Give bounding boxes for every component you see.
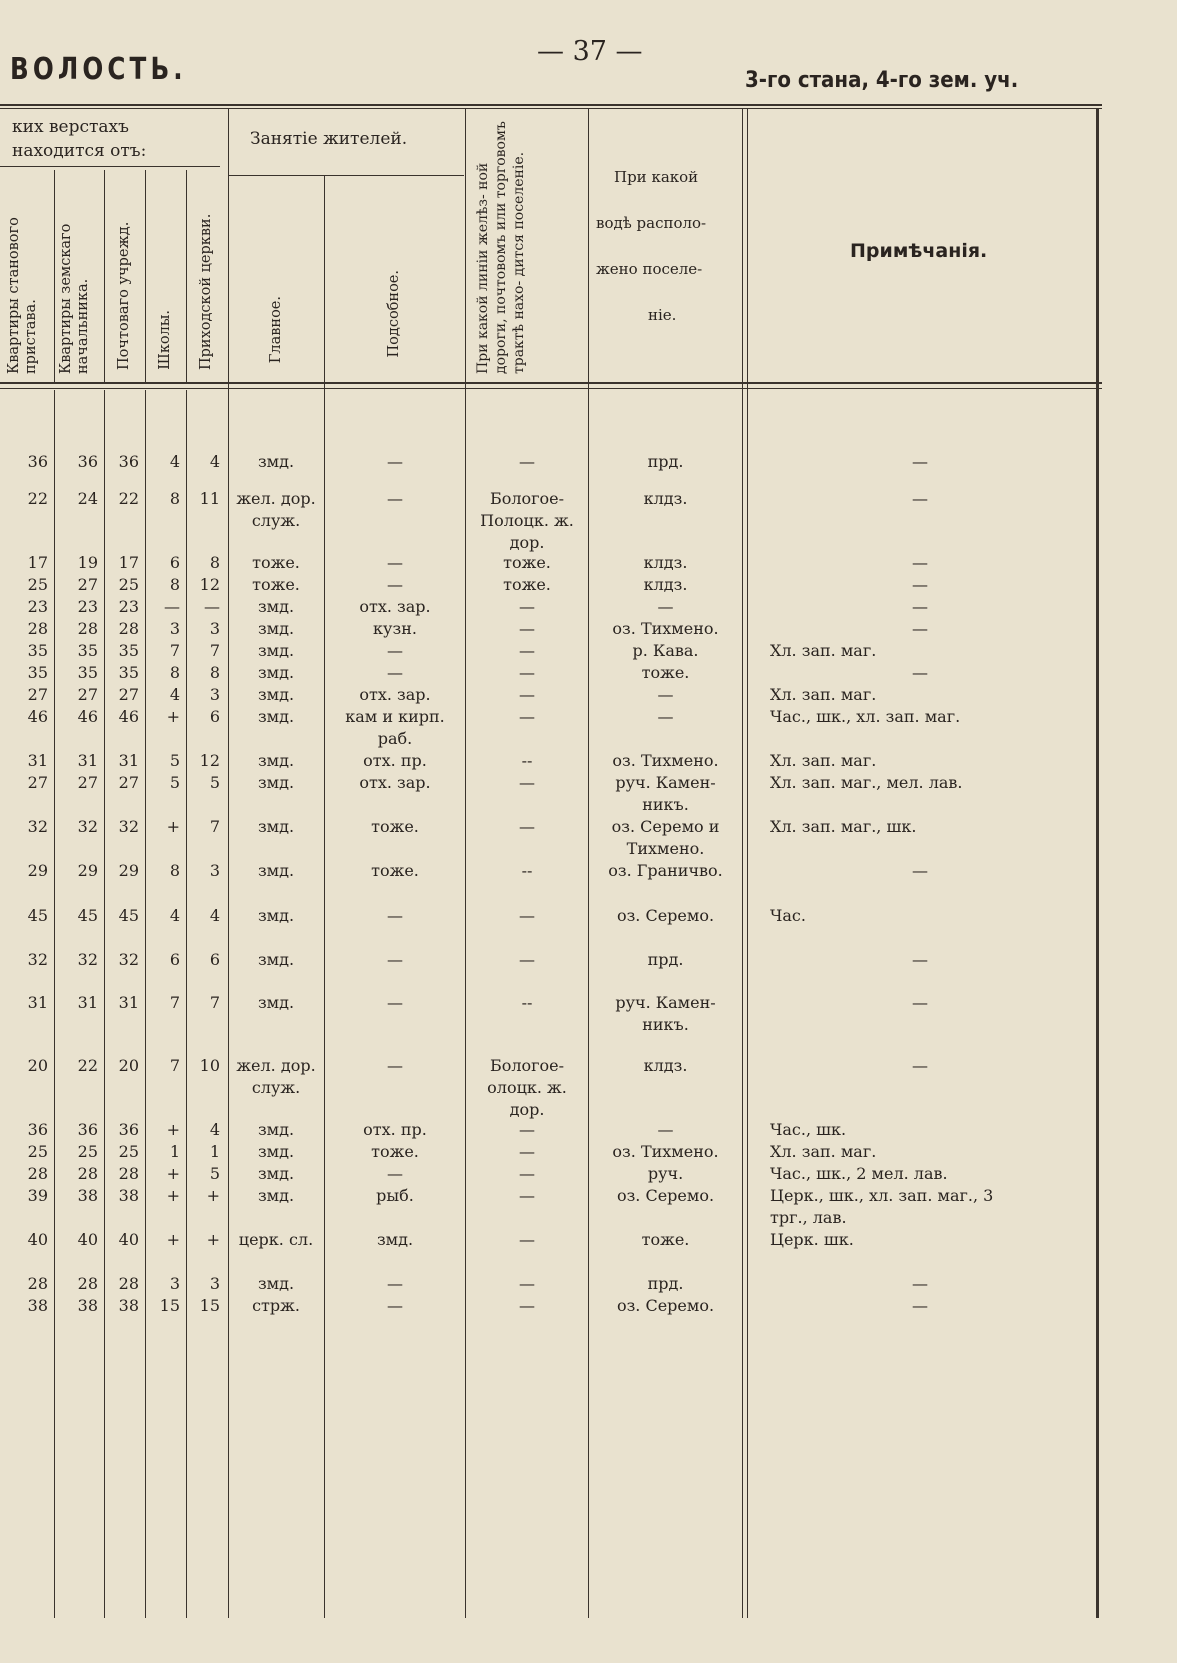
cell-water: клдз. <box>643 489 688 508</box>
cell-road: — <box>519 906 535 925</box>
cell-school: 4 <box>169 906 180 925</box>
cell-church: — <box>204 597 220 616</box>
cell-police: 28 <box>27 619 48 638</box>
cell-main-occupation: змд. <box>257 1142 295 1161</box>
water-header-line3: жено поселе- <box>596 260 703 278</box>
cell-road: — <box>519 452 535 471</box>
cell-water: клдз. <box>643 575 688 594</box>
cell-road: Полоцк. ж. <box>480 511 574 530</box>
cell-post: 38 <box>118 1296 139 1315</box>
cell-school: + <box>166 817 180 836</box>
cell-zemsky: 27 <box>77 685 98 704</box>
cell-road: — <box>519 597 535 616</box>
cell-road: — <box>519 1142 535 1161</box>
cell-water: клдз. <box>643 1056 688 1075</box>
cell-aux-occupation: отх. зар. <box>359 685 431 704</box>
cell-main-occupation: змд. <box>257 861 295 880</box>
cell-school: 5 <box>169 773 180 792</box>
cell-road: дор. <box>509 1100 545 1119</box>
cell-police: 25 <box>27 1142 48 1161</box>
cell-zemsky: 27 <box>77 773 98 792</box>
cell-school: 7 <box>169 641 180 660</box>
cell-aux-occupation: — <box>387 1164 403 1183</box>
col-header-zemsky: Квартиры земскаго начальника. <box>58 223 91 374</box>
cell-road: — <box>519 1120 535 1139</box>
cell-police: 31 <box>27 751 48 770</box>
cell-zemsky: 38 <box>77 1186 98 1205</box>
cell-main-occupation: змд. <box>257 597 295 616</box>
cell-school: + <box>166 1230 180 1249</box>
cell-school: + <box>166 1120 180 1139</box>
cell-zemsky: 28 <box>77 1274 98 1293</box>
cell-road: дор. <box>509 533 545 552</box>
cell-police: 32 <box>27 950 48 969</box>
cell-road: — <box>519 950 535 969</box>
cell-police: 36 <box>27 452 48 471</box>
page-number: — 37 — <box>537 36 643 67</box>
cell-main-occupation: змд. <box>257 773 295 792</box>
col-header-post: Почтоваго учрежд. <box>116 221 132 370</box>
cell-police: 40 <box>27 1230 48 1249</box>
cell-main-occupation: змд. <box>257 619 295 638</box>
cell-post: 22 <box>118 489 139 508</box>
cell-post: 32 <box>118 817 139 836</box>
cell-water: оз. Серемо. <box>616 1186 715 1205</box>
cell-water: оз. Серемо. <box>616 1296 715 1315</box>
cell-water: прд. <box>647 1274 684 1293</box>
cell-road: — <box>519 1296 535 1315</box>
cell-main-occupation: тоже. <box>252 575 300 594</box>
cell-aux-occupation: — <box>387 452 403 471</box>
cell-notes: Хл. зап. маг. <box>770 685 877 704</box>
cell-school: 7 <box>169 993 180 1012</box>
cell-church: 6 <box>209 707 220 726</box>
cell-school: 3 <box>169 1274 180 1293</box>
cell-zemsky: 28 <box>77 1164 98 1183</box>
cell-main-occupation: змд. <box>257 1120 295 1139</box>
cell-police: 27 <box>27 685 48 704</box>
cell-road: — <box>519 641 535 660</box>
cell-police: 17 <box>27 553 48 572</box>
cell-water: оз. Серемо. <box>616 906 715 925</box>
cell-notes: Хл. зап. маг. <box>770 641 877 660</box>
cell-post: 28 <box>118 1274 139 1293</box>
cell-police: 39 <box>27 1186 48 1205</box>
cell-post: 40 <box>118 1230 139 1249</box>
cell-church: + <box>206 1186 220 1205</box>
cell-church: + <box>206 1230 220 1249</box>
cell-aux-occupation: — <box>387 1274 403 1293</box>
cell-notes: — <box>912 619 928 638</box>
cell-main-occupation: змд. <box>257 950 295 969</box>
cell-road: -- <box>521 861 533 880</box>
col-header-police: Квартиры станового пристава. <box>6 217 39 374</box>
cell-water: руч. Камен- <box>615 773 716 792</box>
cell-notes: Час., шк., 2 мел. лав. <box>770 1164 948 1183</box>
cell-school: 3 <box>169 619 180 638</box>
col-header-road <box>474 116 564 374</box>
cell-water: оз. Граничво. <box>608 861 723 880</box>
cell-church: 4 <box>209 1120 220 1139</box>
cell-school: 8 <box>169 575 180 594</box>
cell-school: 6 <box>169 950 180 969</box>
cell-zemsky: 27 <box>77 575 98 594</box>
cell-church: 10 <box>199 1056 220 1075</box>
cell-post: 29 <box>118 861 139 880</box>
cell-notes: трг., лав. <box>770 1208 847 1227</box>
cell-water: прд. <box>647 452 684 471</box>
cell-aux-occupation: кам и кирп. <box>345 707 445 726</box>
cell-aux-occupation: — <box>387 575 403 594</box>
cell-main-occupation: змд. <box>257 685 295 704</box>
cell-aux-occupation: кузн. <box>373 619 417 638</box>
cell-notes: Церк., шк., хл. зап. маг., 3 <box>770 1186 994 1205</box>
cell-church: 7 <box>209 817 220 836</box>
cell-police: 20 <box>27 1056 48 1075</box>
cell-church: 6 <box>209 950 220 969</box>
cell-water: оз. Тихмено. <box>612 1142 719 1161</box>
cell-main-occupation: змд. <box>257 1274 295 1293</box>
cell-notes: Час., шк., хл. зап. маг. <box>770 707 961 726</box>
cell-post: 36 <box>118 452 139 471</box>
cell-water: — <box>657 597 674 616</box>
cell-aux-occupation: — <box>387 906 403 925</box>
cell-notes: — <box>912 993 928 1012</box>
cell-aux-occupation: отх. зар. <box>359 773 431 792</box>
cell-water: Тихмено. <box>626 839 705 858</box>
cell-zemsky: 28 <box>77 619 98 638</box>
notes-header: Примѣчанія. <box>850 240 988 262</box>
cell-road: Бологое- <box>489 489 565 508</box>
cell-police: 36 <box>27 1120 48 1139</box>
cell-police: 45 <box>27 906 48 925</box>
cell-zemsky: 38 <box>77 1296 98 1315</box>
cell-zemsky: 35 <box>77 641 98 660</box>
cell-water: никъ. <box>642 1015 689 1034</box>
cell-post: 28 <box>118 1164 139 1183</box>
cell-aux-occupation: змд. <box>376 1230 414 1249</box>
cell-notes: Час., шк. <box>770 1120 847 1139</box>
cell-aux-occupation: — <box>387 993 403 1012</box>
cell-water: — <box>657 1120 674 1139</box>
cell-aux-occupation: отх. пр. <box>363 751 427 770</box>
cell-zemsky: 22 <box>77 1056 98 1075</box>
cell-school: 1 <box>169 1142 180 1161</box>
cell-notes: — <box>912 950 928 969</box>
cell-zemsky: 23 <box>77 597 98 616</box>
cell-post: 28 <box>118 619 139 638</box>
cell-main-occupation: змд. <box>257 707 295 726</box>
cell-school: + <box>166 1164 180 1183</box>
cell-road: — <box>519 1164 535 1183</box>
cell-post: 35 <box>118 641 139 660</box>
cell-road: — <box>519 1274 535 1293</box>
cell-zemsky: 24 <box>77 489 98 508</box>
cell-notes: — <box>912 1296 928 1315</box>
cell-notes: Хл. зап. маг., шк. <box>770 817 917 836</box>
cell-notes: — <box>912 452 928 471</box>
cell-notes: — <box>912 489 928 508</box>
cell-post: 31 <box>118 993 139 1012</box>
col-header-church: Приходской церкви. <box>198 213 214 370</box>
cell-zemsky: 46 <box>77 707 98 726</box>
cell-post: 25 <box>118 1142 139 1161</box>
cell-school: 5 <box>169 751 180 770</box>
cell-post: 27 <box>118 685 139 704</box>
cell-main-occupation: змд. <box>257 906 295 925</box>
cell-water: р. Кава. <box>632 641 699 660</box>
cell-church: 3 <box>209 685 220 704</box>
cell-main-occupation: змд. <box>257 452 295 471</box>
cell-aux-occupation: раб. <box>377 729 413 748</box>
cell-zemsky: 19 <box>77 553 98 572</box>
cell-notes: Хл. зап. маг. <box>770 1142 877 1161</box>
cell-main-occupation: служ. <box>251 1078 301 1097</box>
cell-zemsky: 32 <box>77 950 98 969</box>
cell-aux-occupation: — <box>387 489 403 508</box>
cell-road: тоже. <box>503 575 551 594</box>
cell-main-occupation: тоже. <box>252 553 300 572</box>
cell-main-occupation: змд. <box>257 663 295 682</box>
cell-school: + <box>166 1186 180 1205</box>
cell-school: + <box>166 707 180 726</box>
cell-zemsky: 29 <box>77 861 98 880</box>
cell-church: 4 <box>209 906 220 925</box>
cell-post: 45 <box>118 906 139 925</box>
cell-church: 4 <box>209 452 220 471</box>
cell-post: 36 <box>118 1120 139 1139</box>
cell-notes: — <box>912 575 928 594</box>
cell-post: 25 <box>118 575 139 594</box>
cell-aux-occupation: — <box>387 1056 403 1075</box>
cell-road: — <box>519 619 535 638</box>
cell-water: клдз. <box>643 553 688 572</box>
cell-road: — <box>519 817 535 836</box>
cell-church: 1 <box>209 1142 220 1161</box>
cell-school: 7 <box>169 1056 180 1075</box>
cell-police: 22 <box>27 489 48 508</box>
cell-aux-occupation: тоже. <box>371 1142 419 1161</box>
cell-school: 6 <box>169 553 180 572</box>
cell-main-occupation: жел. дор. <box>236 1056 316 1075</box>
cell-police: 35 <box>27 641 48 660</box>
cell-water: — <box>657 685 674 704</box>
cell-zemsky: 40 <box>77 1230 98 1249</box>
cell-aux-occupation: отх. пр. <box>363 1120 427 1139</box>
cell-aux-occupation: — <box>387 1296 403 1315</box>
cell-notes: Хл. зап. маг. <box>770 751 877 770</box>
distance-header-line2: находится отъ: <box>12 141 147 161</box>
cell-main-occupation: змд. <box>257 751 295 770</box>
cell-main-occupation: змд. <box>257 817 295 836</box>
cell-post: 32 <box>118 950 139 969</box>
cell-police: 28 <box>27 1164 48 1183</box>
cell-road: тоже. <box>503 553 551 572</box>
cell-notes: — <box>912 663 928 682</box>
cell-road: — <box>519 663 535 682</box>
cell-road: — <box>519 1186 535 1205</box>
cell-zemsky: 45 <box>77 906 98 925</box>
cell-police: 46 <box>27 707 48 726</box>
cell-police: 28 <box>27 1274 48 1293</box>
cell-police: 27 <box>27 773 48 792</box>
cell-church: 15 <box>199 1296 220 1315</box>
cell-church: 5 <box>209 1164 220 1183</box>
cell-main-occupation: змд. <box>257 1186 295 1205</box>
cell-aux-occupation: рыб. <box>376 1186 414 1205</box>
col-header-school: Школы. <box>157 310 173 370</box>
cell-notes: — <box>912 553 928 572</box>
water-header-line1: При какой <box>614 168 699 186</box>
cell-water: оз. Серемо и <box>611 817 720 836</box>
cell-church: 5 <box>209 773 220 792</box>
cell-main-occupation: змд. <box>257 993 295 1012</box>
col-header-aux-occupation: Подсобное. <box>386 270 402 358</box>
cell-church: 8 <box>209 553 220 572</box>
col-header-main-occupation: Главное. <box>268 296 284 364</box>
cell-church: 7 <box>209 641 220 660</box>
cell-church: 7 <box>209 993 220 1012</box>
cell-school: 8 <box>169 663 180 682</box>
cell-main-occupation: жел. дор. <box>236 489 316 508</box>
occupation-header: Занятіе жителей. <box>250 129 408 149</box>
cell-zemsky: 35 <box>77 663 98 682</box>
cell-road: олоцк. ж. <box>487 1078 567 1097</box>
cell-church: 12 <box>199 575 220 594</box>
cell-church: 11 <box>199 489 220 508</box>
cell-post: 35 <box>118 663 139 682</box>
cell-school: 4 <box>169 685 180 704</box>
water-header-line4: ніе. <box>648 306 677 324</box>
cell-church: 3 <box>209 1274 220 1293</box>
cell-road: — <box>519 707 535 726</box>
cell-post: 17 <box>118 553 139 572</box>
distance-header-line1: ких верстахъ <box>12 117 129 137</box>
cell-school: 4 <box>169 452 180 471</box>
cell-water: прд. <box>647 950 684 969</box>
cell-water: никъ. <box>642 795 689 814</box>
cell-church: 8 <box>209 663 220 682</box>
cell-main-occupation: змд. <box>257 1164 295 1183</box>
cell-aux-occupation: тоже. <box>371 817 419 836</box>
cell-zemsky: 36 <box>77 452 98 471</box>
cell-main-occupation: змд. <box>257 641 295 660</box>
cell-water: тоже. <box>641 1230 690 1249</box>
cell-zemsky: 36 <box>77 1120 98 1139</box>
cell-aux-occupation: отх. зар. <box>359 597 431 616</box>
cell-church: 3 <box>209 861 220 880</box>
cell-school: 8 <box>169 861 180 880</box>
cell-road: -- <box>521 751 533 770</box>
road-header-text: При какой линіи желѣз- ной дороги, почтовомъ или торговомъ трактѣ нахо- дится поселеніе. <box>475 121 527 374</box>
cell-notes: — <box>912 597 928 616</box>
cell-main-occupation: церк. сл. <box>238 1230 314 1249</box>
cell-main-occupation: стрж. <box>252 1296 300 1315</box>
cell-post: 38 <box>118 1186 139 1205</box>
cell-school: 8 <box>169 489 180 508</box>
cell-notes: — <box>912 1274 928 1293</box>
cell-road: — <box>519 1230 535 1249</box>
cell-road: — <box>519 685 535 704</box>
cell-church: 3 <box>209 619 220 638</box>
cell-aux-occupation: — <box>387 641 403 660</box>
cell-post: 27 <box>118 773 139 792</box>
cell-police: 31 <box>27 993 48 1012</box>
cell-police: 35 <box>27 663 48 682</box>
cell-water: руч. <box>647 1164 684 1183</box>
cell-main-occupation: служ. <box>251 511 301 530</box>
cell-aux-occupation: — <box>387 663 403 682</box>
cell-police: 23 <box>27 597 48 616</box>
cell-water: руч. Камен- <box>615 993 716 1012</box>
cell-road: -- <box>521 993 533 1012</box>
cell-zemsky: 32 <box>77 817 98 836</box>
cell-post: 46 <box>118 707 139 726</box>
cell-church: 12 <box>199 751 220 770</box>
cell-police: 25 <box>27 575 48 594</box>
cell-school: 15 <box>159 1296 180 1315</box>
cell-road: — <box>519 773 535 792</box>
cell-road: Бологое- <box>489 1056 565 1075</box>
page-title: ВОЛОСТЬ. <box>10 52 187 87</box>
cell-water: — <box>657 707 674 726</box>
cell-post: 31 <box>118 751 139 770</box>
cell-aux-occupation: — <box>387 950 403 969</box>
cell-aux-occupation: — <box>387 553 403 572</box>
cell-notes: Час. <box>770 906 806 925</box>
cell-police: 29 <box>27 861 48 880</box>
cell-post: 20 <box>118 1056 139 1075</box>
cell-water: оз. Тихмено. <box>612 619 719 638</box>
cell-notes: — <box>912 1056 928 1075</box>
cell-water: оз. Тихмено. <box>612 751 719 770</box>
cell-aux-occupation: тоже. <box>371 861 419 880</box>
cell-police: 32 <box>27 817 48 836</box>
cell-water: тоже. <box>641 663 690 682</box>
cell-police: 38 <box>27 1296 48 1315</box>
cell-zemsky: 31 <box>77 751 98 770</box>
cell-notes: — <box>912 861 928 880</box>
cell-post: 23 <box>118 597 139 616</box>
cell-school: — <box>164 597 180 616</box>
cell-notes: Церк. шк. <box>770 1230 854 1249</box>
cell-zemsky: 31 <box>77 993 98 1012</box>
district-label: 3-го стана, 4-го зем. уч. <box>745 68 1019 93</box>
cell-zemsky: 25 <box>77 1142 98 1161</box>
water-header-line2: водѣ располо- <box>596 214 707 232</box>
cell-notes: Хл. зап. маг., мел. лав. <box>770 773 963 792</box>
